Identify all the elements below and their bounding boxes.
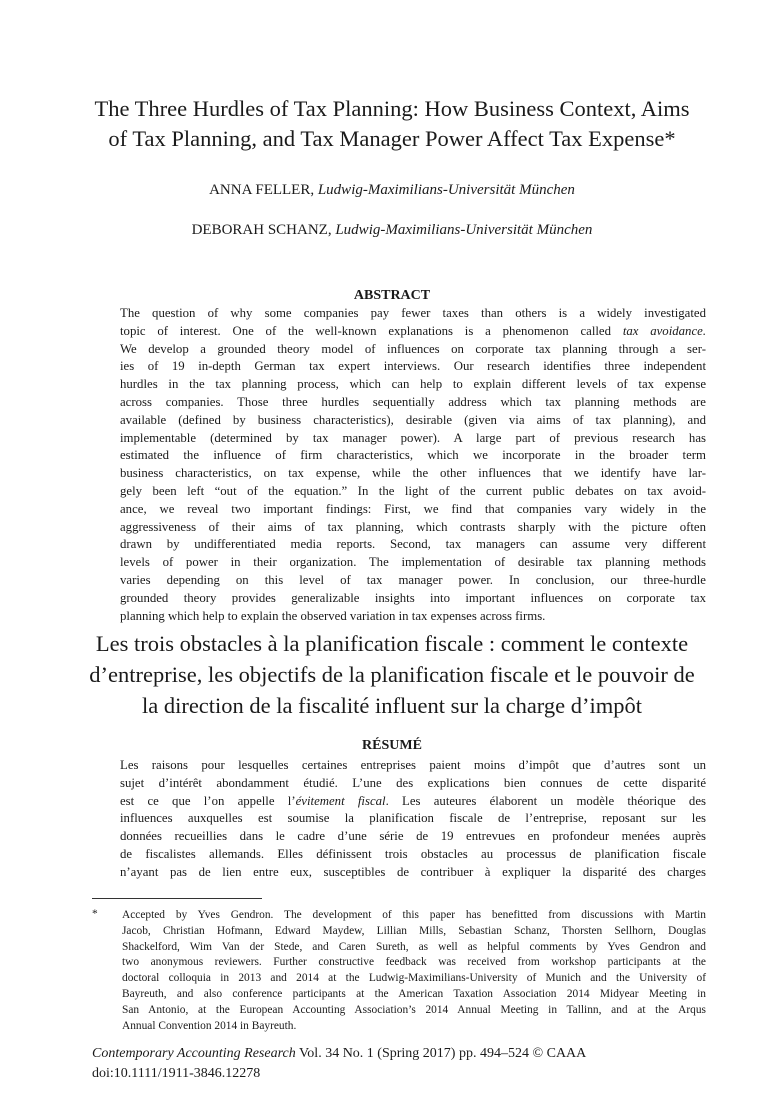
abstract-line: varies depending on this level of tax manager power. In conclusion, our three-hurdle bbox=[120, 572, 706, 587]
resume-line: sujet d’intérêt abondamment étudié. L’une des explications bien connues de cette disparité bbox=[120, 775, 706, 790]
author-1 bbox=[60, 180, 724, 200]
footnote-line: Accepted by Yves Gendron. The development of this paper has benefitted from discussions with Martin bbox=[122, 909, 706, 921]
abstract-line: The question of why some companies pay fewer taxes than others is a widely investigated bbox=[120, 306, 706, 320]
abstract-line: aggressiveness of their aims of tax planning, which contrasts sharply with the picture often bbox=[120, 519, 706, 534]
french-title bbox=[60, 628, 724, 721]
author-name: ANNA FELLER, bbox=[209, 182, 315, 198]
french-title-line-3: la direction de la fiscalité influent sur la charge d’impôt bbox=[141, 693, 643, 718]
resume-line: est ce que l’on appelle l’évitement fiscal. Les auteures élaborent un modèle théorique des bbox=[120, 793, 706, 808]
footnote-line: Bayreuth, and also conference participants at the American Taxation Association 2014 Midyear Meeting in bbox=[122, 987, 706, 1000]
resume-line: données recueillies dans le cadre d’une série de 19 entrevues en profondeur menées auprès bbox=[120, 829, 706, 844]
abstract-line: gely been left “out of the equation.” In the light of the current public debates on tax avoid- bbox=[120, 483, 706, 498]
abstract-line: drawn by undifferentiated media reports. Second, tax managers can assume very different bbox=[120, 537, 706, 552]
footnote-line: San Antonio, at the European Accounting Association’s 2014 Annual Meeting in Tallinn, and at the Arqus bbox=[122, 1003, 706, 1016]
title-line-1: The Three Hurdles of Tax Planning: How Business Context, Aims bbox=[94, 96, 690, 121]
abstract-line: ies of 19 in-depth German tax expert interviews. Our research identifies three independent bbox=[120, 359, 706, 374]
french-title-line-1: Les trois obstacles à la planification fiscale : comment le contexte bbox=[95, 631, 689, 656]
author-affiliation: Ludwig-Maximilians-Universität München bbox=[317, 182, 575, 198]
footnote-divider bbox=[92, 898, 262, 899]
footnote-mark: * bbox=[92, 908, 98, 920]
abstract-line: grounded theory provides generalizable insights into important influences on corporate tax bbox=[120, 590, 706, 605]
abstract-line: We develop a grounded theory model of influences on corporate tax planning through a ser- bbox=[120, 341, 706, 356]
abstract-italic-term: tax avoidance. bbox=[622, 323, 707, 338]
resume-line: n’ayant pas de lien entre eux, susceptibles de contribuer à expliquer la disparité des charges bbox=[120, 864, 706, 879]
footnote-text bbox=[122, 908, 706, 1034]
citation-line bbox=[92, 1044, 586, 1064]
doi[interactable]: doi:10.1111/1911-3846.12278 bbox=[92, 1066, 261, 1081]
footnote-line: Shackelford, Wim Van der Stede, and Caren Sureth, as well as helpful comments by Yves Gendron and bbox=[122, 940, 706, 953]
abstract-line: across companies. Those three hurdles sequentially address which tax planning methods are bbox=[120, 394, 706, 409]
footnote-line: Jacob, Christian Hofmann, Edward Maydew, Lillian Mills, Sebastian Schanz, Thorsten Sellhorn, Douglas bbox=[122, 924, 706, 937]
abstract-line: business characteristics, on tax expense, while the other influences that we identify have lar- bbox=[120, 466, 706, 481]
resume-line: influences auxquelles est soumise la planification fiscale de l’entreprise, reposant sur les bbox=[120, 811, 706, 826]
author-2 bbox=[60, 220, 724, 240]
resume-line: Les raisons pour lesquelles certaines entreprises paient moins d’impôt que d’autres sont un bbox=[120, 758, 706, 772]
abstract-line: available (defined by business characteristics), desirable (given via aims of tax planning), and bbox=[120, 412, 706, 427]
footnote-line: Annual Convention 2014 in Bayreuth. bbox=[122, 1019, 297, 1032]
abstract-line: implementable (determined by tax manager power). A large part of previous research has bbox=[120, 430, 706, 445]
author-affiliation: Ludwig-Maximilians-Universität München bbox=[335, 222, 593, 238]
paper-title bbox=[60, 94, 724, 154]
resume-body bbox=[120, 757, 706, 882]
footnote-line: doctoral colloquia in 2013 and 2014 at the Ludwig-Maximilians-University of Munich and the University of bbox=[122, 972, 706, 985]
abstract-line: estimated the influence of firm characteristics, which we incorporate in the broader term bbox=[120, 448, 706, 463]
abstract-line: levels of power in their organization. The implementation of desirable tax planning methods bbox=[120, 555, 706, 570]
french-title-line-2: d’entreprise, les objectifs de la planification fiscale et le pouvoir de bbox=[89, 662, 695, 687]
abstract-heading: ABSTRACT bbox=[353, 288, 431, 303]
resume-italic-term: évitement fiscal bbox=[295, 793, 386, 808]
abstract-line: topic of interest. One of the well-known explanations is a phenomenon called tax avoidance. bbox=[120, 323, 707, 338]
author-name: DEBORAH SCHANZ, bbox=[191, 222, 332, 238]
abstract-line: hurdles in the tax planning process, which can help to explain different levels of tax expense bbox=[120, 377, 706, 392]
abstract-line: ance, we reveal two important findings: First, we find that companies vary widely in the bbox=[120, 501, 706, 516]
abstract-line: planning which help to explain the observed variation in tax expenses across firms. bbox=[120, 608, 546, 623]
resume-line: de fiscalistes allemands. Elles définissent trois obstacles au processus de planification fiscale bbox=[120, 846, 706, 861]
page-footer bbox=[92, 1044, 586, 1084]
footnote-line: two anonymous reviewers. Further constructive feedback was received from workshop participants at the bbox=[122, 956, 706, 969]
resume-heading: RÉSUMÉ bbox=[362, 738, 422, 753]
title-line-2: of Tax Planning, and Tax Manager Power Affect Tax Expense* bbox=[108, 126, 676, 151]
citation-details: Vol. 34 No. 1 (Spring 2017) pp. 494–524 © CAAA bbox=[295, 1046, 587, 1061]
abstract-body bbox=[120, 305, 706, 625]
journal-name: Contemporary Accounting Research bbox=[92, 1046, 296, 1061]
